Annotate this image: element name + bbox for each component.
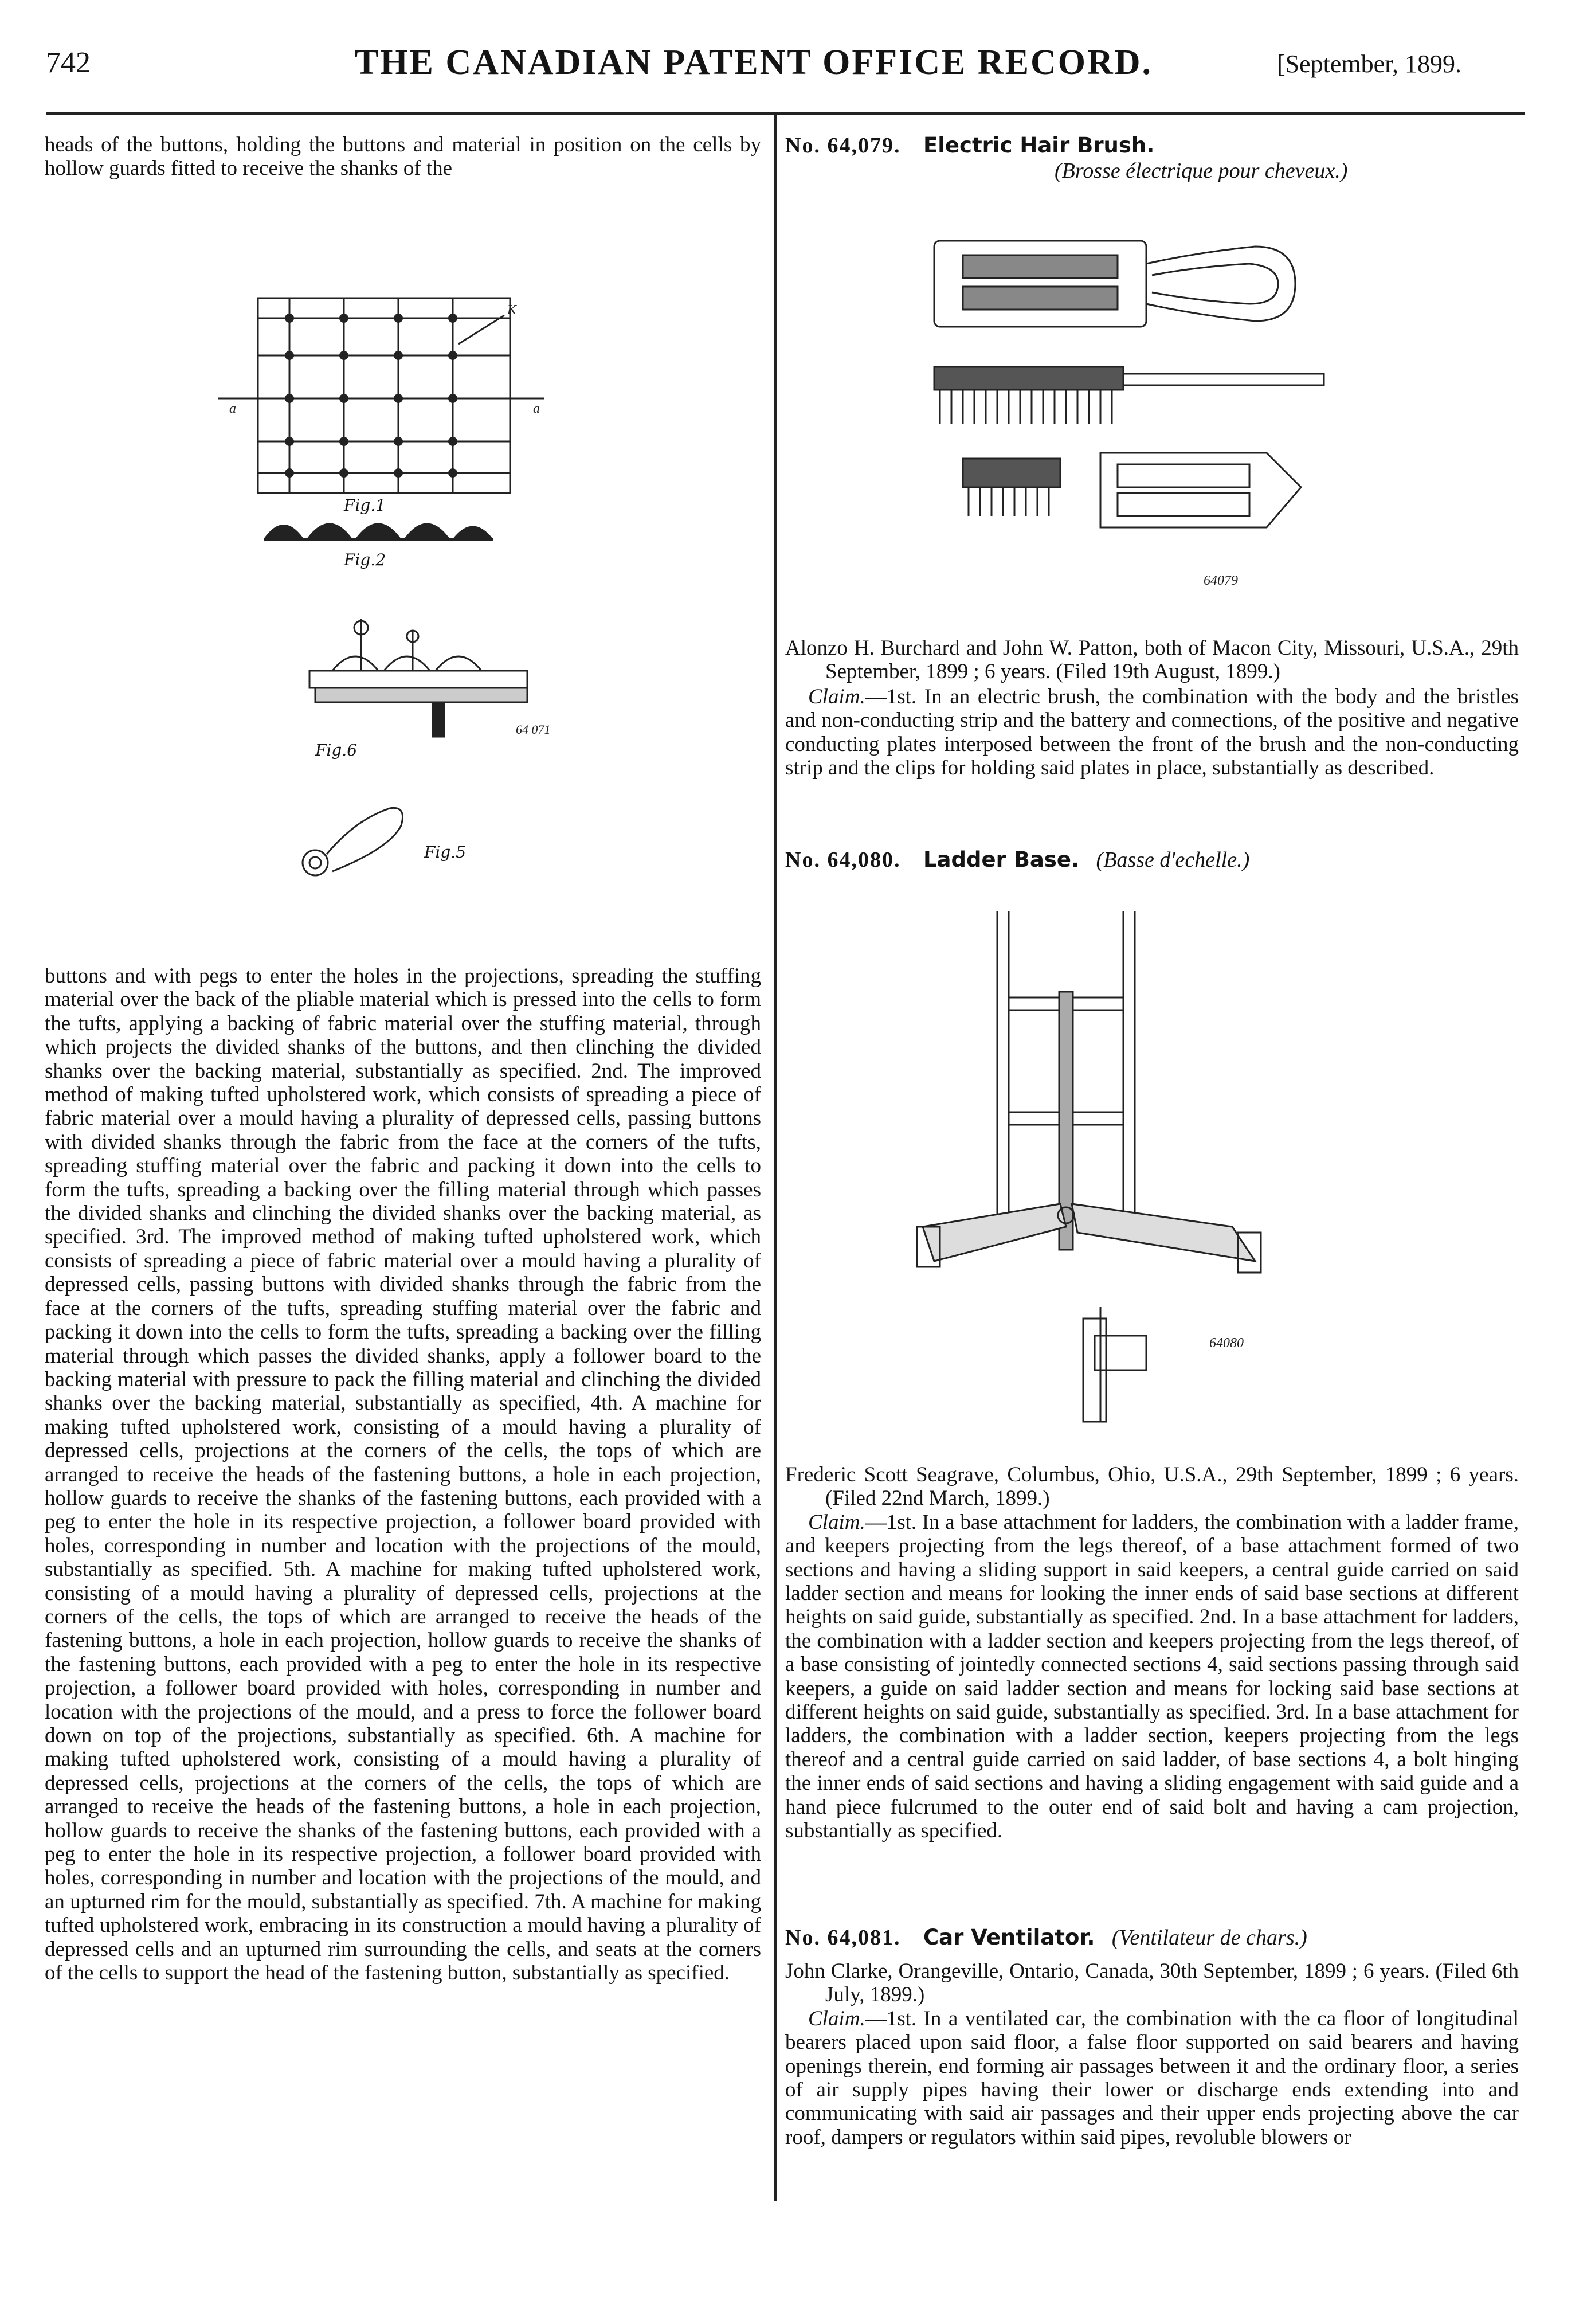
claim-text: —1st. In a ventilated car, the combination with the ca floor of longitudinal bearers placed upon said floor, a false floor supported on said bearers and having openings therein, end forming air passages between it and the ordinary floor, a series of air supply pipes having their lower or discharge ends extending into and communicating with said air passages and their upper ends projecting above the car roof, dampers or regulators within said pipes, revoluble blowers or	[785, 2006, 1519, 2149]
left-column-top-text	[45, 133, 761, 181]
patent-claim	[785, 685, 1519, 780]
claim-label: Claim.	[808, 684, 865, 709]
patent-number: No. 64,079.	[785, 134, 901, 158]
patent-title: Ladder Base.	[923, 847, 1080, 872]
patent-64081-heading	[785, 1925, 1519, 1950]
hair-brush-drawing	[900, 218, 1347, 608]
patent-number: No. 64,081.	[785, 1926, 901, 1950]
page-header	[40, 34, 1467, 82]
claim-label: Claim.	[808, 2006, 865, 2030]
fig2-label: Fig.2	[344, 550, 386, 569]
left-column-main-text	[45, 964, 761, 1985]
claim-label: Claim.	[808, 1510, 865, 1534]
issue-date: [September, 1899.	[1276, 50, 1461, 78]
ladder-base-drawing	[911, 906, 1381, 1433]
mould-drawing	[218, 275, 585, 917]
patent-64081-body	[785, 1959, 1519, 2149]
claim-text: —1st. In an electric brush, the combination with the body and the bristles and non-conducting strip and the battery and connections, of the positive and negative conducting plates interposed between the front of the brush and the non-conducting strip and the clips for holding said plates in place, substantially as described.	[785, 684, 1519, 780]
patent-inventors: Alonzo H. Burchard and John W. Patton, both of Macon City, Missouri, U.S.A., 29th September, 1899 ; 6 years. (Filed 19th August, 1899.)	[785, 636, 1519, 684]
figure-patent-number: 64079	[1204, 573, 1238, 588]
patent-inventors: John Clarke, Orangeville, Ontario, Canada, 30th September, 1899 ; 6 years. (Filed 6th July, 1899.)	[785, 1959, 1519, 2007]
patent-64079-body	[785, 636, 1519, 780]
patent-claim	[785, 1511, 1519, 1843]
patent-64080-heading	[785, 847, 1519, 873]
hair-brush-figure	[900, 218, 1347, 608]
patent-french-title: (Brosse électrique pour cheveux.)	[1055, 159, 1348, 183]
continued-claim-text: heads of the buttons, holding the buttons and material in position on the cells by hollow guards fitted to receive the shanks of the	[45, 133, 761, 181]
upholstery-claims-text: buttons and with pegs to enter the holes in the projections, spreading the stuffing material over the back of the pliable material which is pressed into the cells to form the tufts, applying a backing of fabric material over the stuffing material, through which projects the divided shanks of the buttons, and then clinching the divided shanks over the backing material, substantially as specified. 2nd. The improved method of making tufted upholstered work, which consists of spreading a piece of fabric material over a mould having a plurality of depressed cells, passing buttons with divided shanks through the fabric from the face at the corners of the tufts, spreading stuffing material over the fabric and packing it down into the cells to form the tufts, spreading a backing over the filling material through which passes the divided shanks and clinching the divided shanks over the backing material, as specified. 3rd. The improved method of making tufted upholstered work, which consists of spreading a piece of fabric material over a mould having a plurality of depressed cells, passing buttons with divided shanks through the fabric from the face at the corners of the tufts, spreading stuffing material over the fabric and packing it down into the cells to form the tufts, spreading a backing over the filling material through which passes the divided shanks, apply a follower board to the backing material with pressure to pack the filling material and clinching the divided shanks over the backing material, substantially as specified, 4th. A machine for making tufted upholstered work, consisting of a mould having a plurality of depressed cells, projections at the corners of the cells, the tops of which are arranged to receive the heads of the fastening buttons, a hole in each projection, hollow guards to receive the shanks of the fastening buttons, each provided with a peg to enter the hole in its respective projection, a follower board provided with holes, corresponding in number and location with the projections of the mould, substantially as specified. 5th. A machine for making tufted upholstered work, consisting of a mould having a plurality of depressed cells, projections at the corners of the cells, the tops of which are arranged to receive the heads of the fastening buttons, a hole in each projection, hollow guards to receive the shanks of the fastening buttons, each provided with a peg to enter the hole in its respective projection, a follower board provided with holes, corresponding in number and location with the projections of the mould, and a press to force the follower board down on top of the projections, substantially as specified. 6th. A machine for making tufted upholstered work, consisting of a mould having a plurality of depressed cells, projections at the corners of the cells, the tops of which are arranged to receive the heads of the fastening buttons, a hole in each projection, hollow guards to receive the shanks of the fastening buttons, each provided with a peg to enter the hole in its respective projection, a follower board provided with holes, corresponding in number and location with the projections of the mould, and an upturned rim for the mould, substantially as specified. 7th. A machine for making tufted upholstered work, embracing in its construction a mould having a plurality of depressed cells and an upturned rim surrounding the cells, and seats at the corners of the cells to support the head of the fastening button, substantially as specified.	[45, 964, 761, 1985]
patent-64079-heading	[785, 133, 1519, 183]
patent-number: No. 64,080.	[785, 848, 901, 872]
patent-title: Electric Hair Brush.	[923, 133, 1155, 158]
header-rule	[46, 112, 1525, 115]
patent-french-title: (Ventilateur de chars.)	[1111, 1926, 1307, 1950]
patent-claim	[785, 2007, 1519, 2149]
figure-patent-number: 64 071	[516, 722, 551, 737]
patent-french-title: (Basse d'echelle.)	[1096, 848, 1250, 872]
svg-text:a: a	[533, 401, 540, 416]
claim-text: —1st. In a base attachment for ladders, the combination with a ladder frame, and keepers projecting from the legs thereof, of a base attachment formed of two sections and having a sliding support in said keepers, a central guide carried on said ladder section and means for looking the inner ends of said base sections at different heights on said guide, substantially as specified. 2nd. In a base attachment for ladders, the combination with a ladder section and keepers projecting from the legs thereof, of a base consisting of jointedly connected sections 4, said sections passing through said keepers, a guide on said ladder section and means for locking said base sections at different heights on said guide, substantially as specified. 3rd. In a base attachment for ladders, the combination with a ladder section, keepers projecting from the legs thereof and a central guide carried on said ladder, of base sections 4, a bolt hinging the inner ends of said sections and having a sliding engagement with said guide and a hand piece fulcrumed to the outer end of said bolt and having a cam projection, substantially as specified.	[785, 1510, 1519, 1843]
fig1-label: Fig.1	[344, 496, 386, 515]
fig5-label: Fig.5	[424, 843, 467, 862]
column-divider	[774, 115, 777, 2201]
page-number: 742	[46, 46, 91, 79]
figure-patent-number: 64080	[1209, 1336, 1244, 1351]
journal-title: THE CANADIAN PATENT OFFICE RECORD.	[354, 43, 1153, 82]
fig6-label: Fig.6	[315, 741, 358, 760]
ladder-base-figure	[911, 906, 1381, 1433]
patent-64080-body	[785, 1463, 1519, 1843]
patent-inventors: Frederic Scott Seagrave, Columbus, Ohio, U.S.A., 29th September, 1899 ; 6 years. (Filed 22nd March, 1899.)	[785, 1463, 1519, 1511]
upholstery-mould-figure	[218, 275, 585, 917]
patent-title: Car Ventilator.	[923, 1925, 1095, 1950]
svg-text:a: a	[229, 401, 236, 416]
svg-text:K: K	[507, 303, 517, 318]
